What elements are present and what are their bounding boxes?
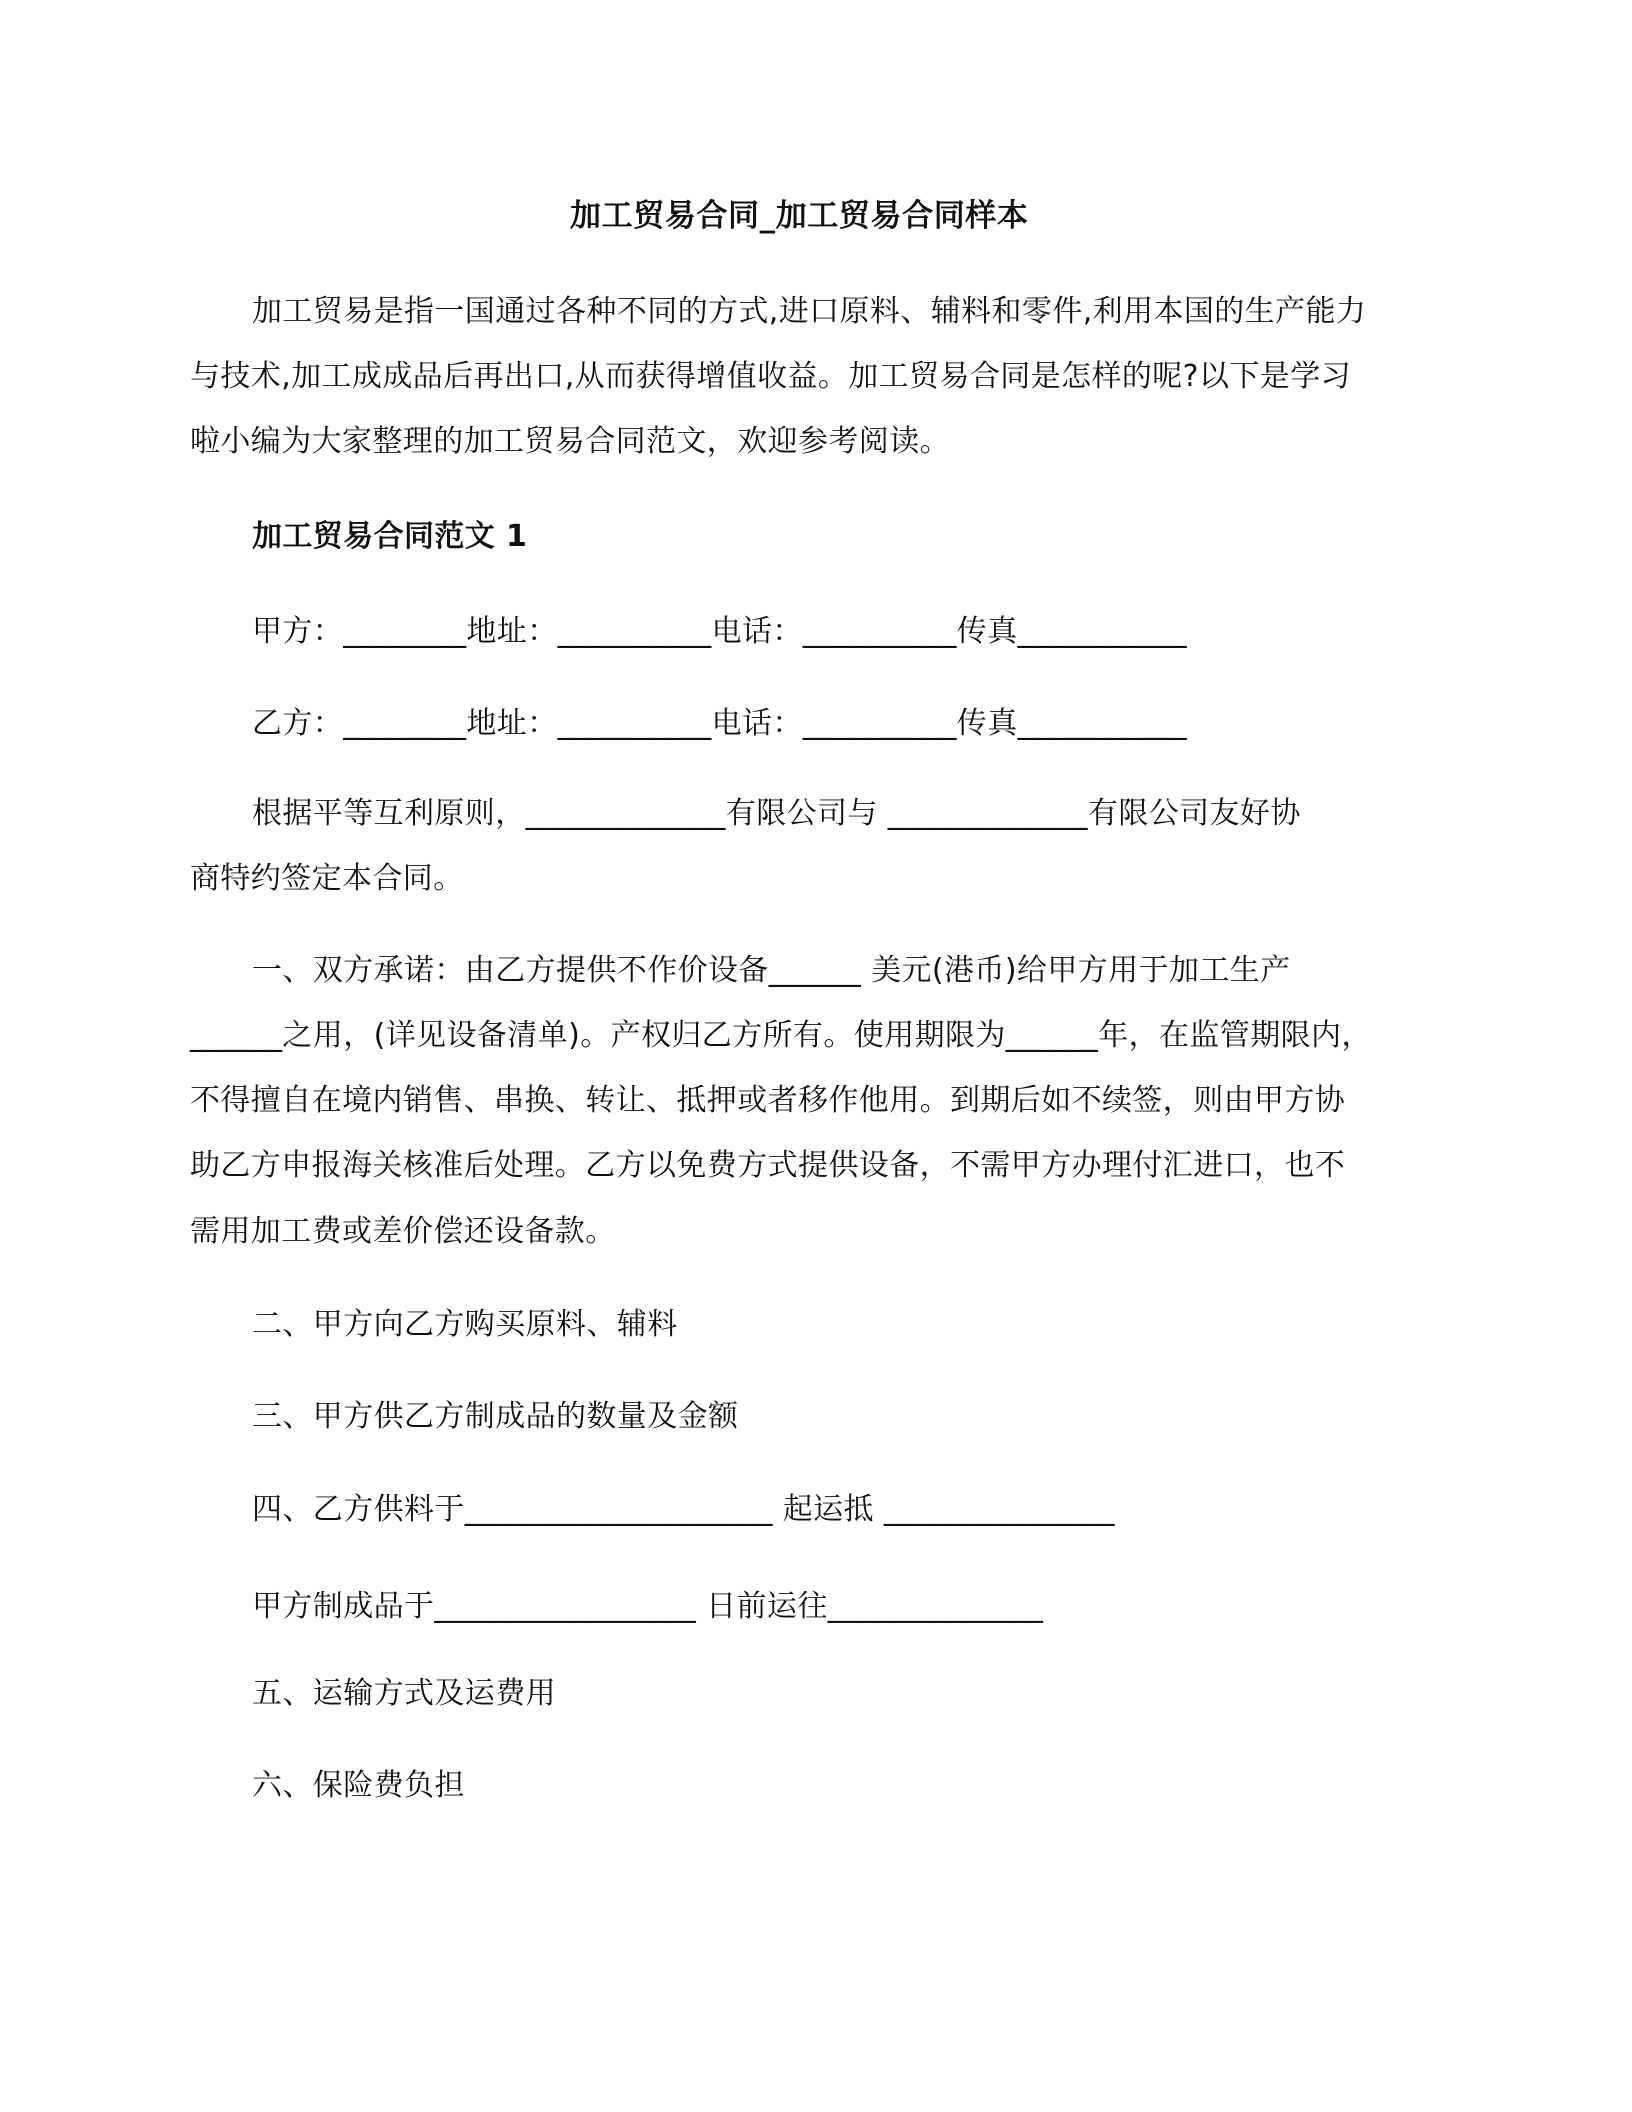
intro-line-1: 加工贸易是指一国通过各种不同的方式,进口原料、辅料和零件,利用本国的生产能力 (252, 294, 1367, 329)
clause-5: 五、运输方式及运费用 (252, 1676, 556, 1711)
clause-1-line-3: 不得擅自在境内销售、串换、转让、抵押或者移作他用。到期后如不续签，则由甲方协 (190, 1083, 1346, 1118)
clause-4-line-1: 四、乙方供料于____________________ 起运抵 _______________ (252, 1492, 1115, 1527)
clause-6: 六、保险费负担 (252, 1768, 465, 1803)
clause-1-line-5: 需用加工费或差价偿还设备款。 (190, 1214, 616, 1249)
intro-line-3: 啦小编为大家整理的加工贸易合同范文，欢迎参考阅读。 (190, 424, 950, 459)
clause-4-line-2: 甲方制成品于_________________ 日前运往______________ (252, 1589, 1044, 1624)
preamble-line-2: 商特约签定本合同。 (190, 861, 464, 896)
clause-3: 三、甲方供乙方制成品的数量及金额 (252, 1399, 739, 1434)
party-b-line: 乙方：________地址：__________电话：__________传真___________ (252, 706, 1187, 741)
clause-2: 二、甲方向乙方购买原料、辅料 (252, 1307, 678, 1342)
preamble-line-1: 根据平等互利原则，_____________有限公司与 _____________有限公司友好协 (252, 796, 1301, 831)
party-a-line: 甲方：________地址：__________电话：__________传真___________ (252, 614, 1187, 649)
clause-1-line-4: 助乙方申报海关核准后处理。乙方以免费方式提供设备，不需甲方办理付汇进口，也不 (190, 1148, 1346, 1183)
clause-1-line-1: 一、双方承诺：由乙方提供不作价设备______ 美元(港币)给甲方用于加工生产 (252, 953, 1291, 988)
document-title: 加工贸易合同_加工贸易合同样本 (570, 198, 1029, 234)
section-heading: 加工贸易合同范文 1 (252, 519, 528, 554)
clause-1-line-2: ______之用，(详见设备清单)。产权归乙方所有。使用期限为______年，在监管期限内， (190, 1018, 1372, 1053)
intro-line-2: 与技术,加工成成品后再出口,从而获得增值收益。加工贸易合同是怎样的呢?以下是学习 (190, 359, 1351, 394)
